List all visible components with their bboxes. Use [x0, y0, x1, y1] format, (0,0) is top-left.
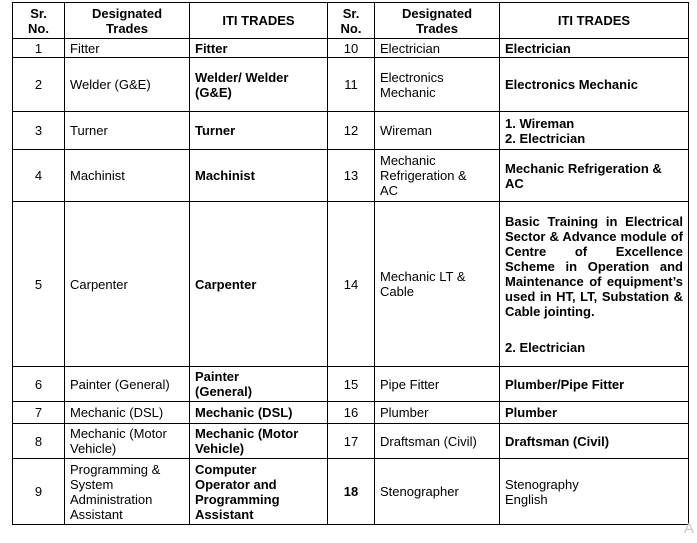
iti-trade-cell-line: Welder/ Welder [195, 69, 289, 85]
iti-trade-cell-line: Vehicle) [195, 441, 245, 456]
iti-trade-cell [190, 424, 328, 459]
designated-trade-cell-line: Mechanic [380, 153, 436, 168]
designated-trade-cell-line: AC [380, 183, 399, 198]
table-row [13, 58, 689, 112]
sr-no-cell: 2 [13, 58, 65, 112]
sr-no-cell: 4 [13, 150, 65, 202]
iti-trade-cell-line: Electronics Mechanic [505, 77, 638, 92]
iti-trade-cell [190, 112, 328, 150]
header-designated-trades: Designated Trades [65, 3, 190, 39]
designated-trade-cell-line: Mechanic (DSL) [70, 405, 164, 420]
iti-trade-cell [190, 459, 328, 525]
designated-trade-cell-line: Pipe Fitter [380, 376, 440, 392]
iti-trade-cell [190, 150, 328, 202]
iti-trade-cell-line: English [505, 491, 548, 507]
designated-trade-cell-line: Plumber [380, 405, 429, 420]
iti-trade-cell-line: Mechanic (Motor [195, 426, 299, 441]
designated-trade-cell-line: Electrician [380, 40, 440, 56]
iti-trades-table [12, 2, 689, 525]
designated-trade-cell-line: Turner [70, 123, 108, 138]
iti-trade-cell [190, 367, 328, 402]
iti-trade-cell-line: 1. Wireman [505, 115, 575, 131]
sr-no-cell: 3 [13, 112, 65, 150]
designated-trade-cell-line: Machinist [70, 168, 125, 183]
designated-trade-cell [65, 58, 190, 112]
sr-no-cell: 14 [328, 202, 375, 367]
designated-trade-cell-line: Carpenter [70, 276, 128, 292]
iti-trade-cell-line: Fitter [195, 40, 228, 56]
sr-no-cell: 17 [328, 424, 375, 459]
designated-trade-cell [375, 424, 500, 459]
designated-trade-cell-line: Vehicle) [70, 441, 117, 456]
iti-trade-cell-line: Machinist [195, 168, 255, 183]
iti-trade-cell [190, 39, 328, 58]
designated-trade-cell-line: Mechanic [380, 84, 436, 100]
iti-trade-cell-line: Assistant [195, 506, 254, 522]
table-row [13, 402, 689, 424]
iti-trade-cell [500, 424, 689, 459]
designated-trade-cell-line: System [70, 476, 114, 492]
designated-trade-cell [65, 367, 190, 402]
iti-trade-cell [500, 112, 689, 150]
sr-no-cell: 10 [328, 39, 375, 58]
iti-trade-cell-line: Plumber/Pipe Fitter [505, 376, 625, 392]
designated-trade-cell [65, 39, 190, 58]
designated-trade-cell-line: Assistant [70, 506, 123, 522]
sr-no-cell: 12 [328, 112, 375, 150]
iti-trade-cell-line: (G&E) [195, 84, 232, 100]
header-designated-trades: Designated Trades [375, 3, 500, 39]
iti-trade-cell [500, 202, 689, 367]
designated-trade-cell [375, 58, 500, 112]
designated-trade-cell-line: Programming & [70, 461, 161, 477]
sr-no-cell: 8 [13, 424, 65, 459]
designated-trade-cell [65, 459, 190, 525]
designated-trade-cell [65, 112, 190, 150]
iti-trade-cell [500, 58, 689, 112]
header-sr-no: Sr. No. [13, 3, 65, 39]
iti-trade-cell-line: Mechanic Refrigeration & [505, 160, 662, 176]
header-sr-no: Sr. No. [328, 3, 375, 39]
designated-trade-cell [65, 424, 190, 459]
table-row [13, 459, 689, 525]
iti-trade-cell [500, 39, 689, 58]
designated-trade-cell-line: Cable [380, 284, 414, 299]
iti-trade-cell-line: Computer [195, 461, 257, 477]
watermark: A [684, 520, 695, 537]
designated-trade-cell [375, 402, 500, 424]
designated-trade-cell [65, 202, 190, 367]
iti-trade-cell-line: AC [505, 175, 524, 191]
iti-trade-cell-line: 2. Electrician [505, 339, 586, 355]
iti-trade-cell [190, 58, 328, 112]
designated-trade-cell-line: Administration [70, 491, 153, 507]
table-row [13, 367, 689, 402]
designated-trade-cell-line: Wireman [380, 123, 433, 138]
header-iti-trades: ITI TRADES [500, 3, 689, 39]
iti-trade-cell [500, 459, 689, 525]
iti-trade-cell-line: Painter [195, 369, 240, 384]
designated-trade-cell-line: Electronics [380, 69, 444, 85]
table-header [13, 3, 689, 39]
iti-trade-cell-line: Turner [195, 123, 236, 138]
iti-trade-cell-line: Plumber [505, 405, 558, 420]
iti-trade-cell [500, 367, 689, 402]
sr-no-cell: 7 [13, 402, 65, 424]
designated-trade-cell-line: Fitter [70, 40, 100, 56]
designated-trade-cell [65, 402, 190, 424]
table-row [13, 150, 689, 202]
sr-no-cell: 6 [13, 367, 65, 402]
designated-trade-cell-line: Painter (General) [70, 376, 170, 392]
iti-trade-cell-line: Mechanic (DSL) [195, 405, 293, 420]
designated-trade-cell-line: Refrigeration & [380, 168, 467, 183]
designated-trade-cell-line: Welder (G&E) [70, 77, 151, 92]
iti-trade-cell-line: Stenography [505, 476, 579, 492]
designated-trade-cell-line: Stenographer [380, 484, 459, 499]
iti-trade-cell-line: 2. Electrician [505, 130, 586, 146]
header-iti-trades: ITI TRADES [190, 3, 328, 39]
table-row [13, 39, 689, 58]
sr-no-cell: 1 [13, 39, 65, 58]
designated-trade-cell [375, 367, 500, 402]
designated-trade-cell [375, 202, 500, 367]
iti-trade-cell [500, 402, 689, 424]
designated-trade-cell-line: Draftsman (Civil) [380, 433, 477, 449]
designated-trade-cell [375, 39, 500, 58]
iti-trade-cell-line: Basic Training in Electrical Sector & Advance module of Centre of Excellence Scheme in Operation and Maintenance of equipment’s used in HT, LT, Substation & Cable jointing. [505, 213, 683, 319]
iti-trade-cell-line: (General) [195, 384, 253, 399]
iti-trade-cell-line: Operator and [195, 476, 277, 492]
header-row [13, 3, 689, 39]
iti-trade-cell-line: Carpenter [195, 276, 257, 292]
designated-trade-cell-line: Mechanic (Motor [70, 426, 167, 441]
sr-no-cell: 15 [328, 367, 375, 402]
sr-no-cell: 9 [13, 459, 65, 525]
table-row [13, 202, 689, 367]
designated-trade-cell-line: Mechanic LT & [380, 269, 466, 284]
sr-no-cell: 11 [328, 58, 375, 112]
iti-trade-cell [500, 150, 689, 202]
table-row [13, 424, 689, 459]
sr-no-cell: 5 [13, 202, 65, 367]
sr-no-cell: 16 [328, 402, 375, 424]
designated-trade-cell [65, 150, 190, 202]
designated-trade-cell [375, 459, 500, 525]
table-row [13, 112, 689, 150]
iti-trade-cell-line: Draftsman (Civil) [505, 433, 610, 449]
iti-trade-cell [190, 202, 328, 367]
table-body [13, 39, 689, 525]
designated-trade-cell [375, 150, 500, 202]
sr-no-cell: 13 [328, 150, 375, 202]
sr-no-cell: 18 [328, 459, 375, 525]
iti-trade-cell-line: Electrician [505, 40, 571, 56]
designated-trade-cell [375, 112, 500, 150]
iti-trade-cell [190, 402, 328, 424]
iti-trade-cell-line: Programming [195, 491, 280, 507]
